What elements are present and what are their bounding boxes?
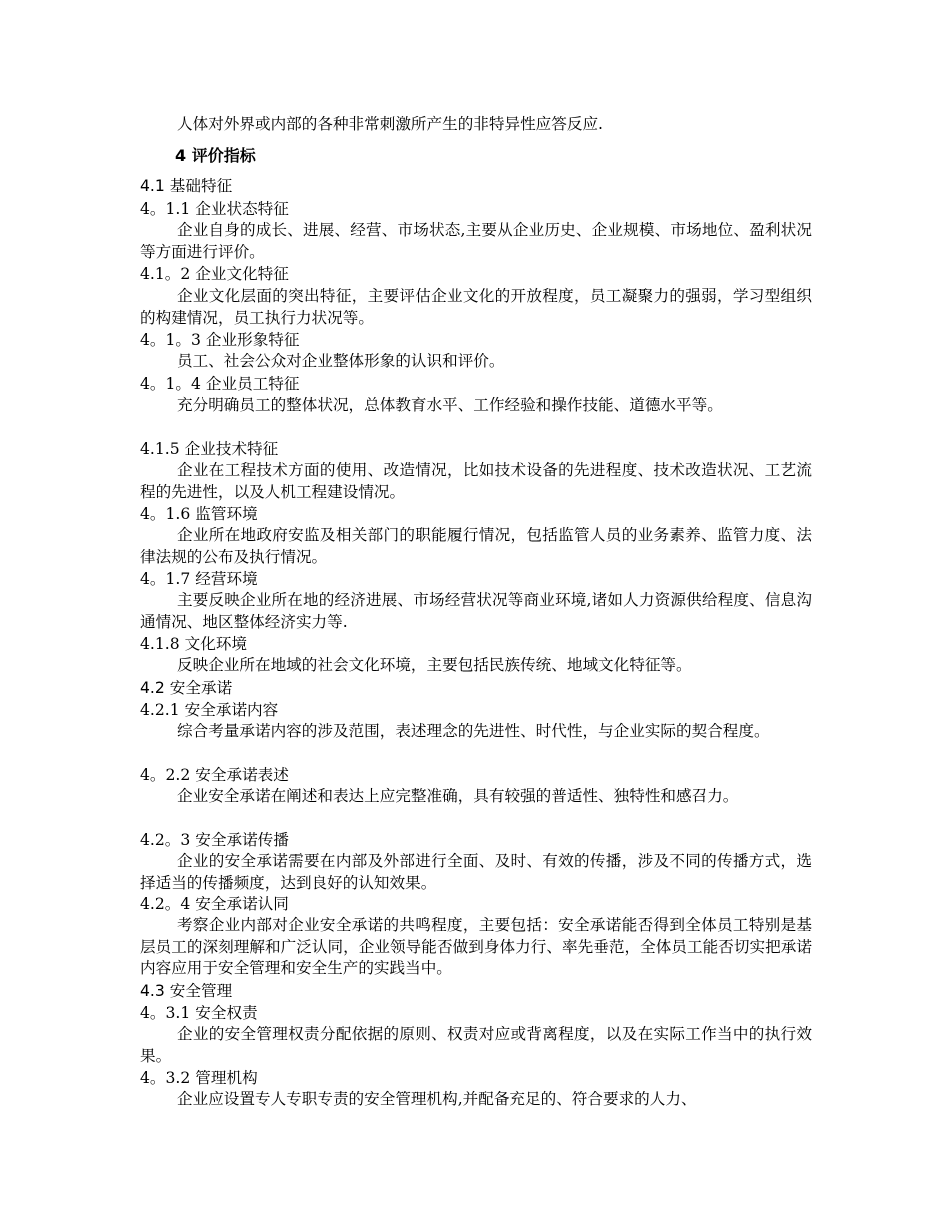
subsection-number: 4.1。2 <box>140 265 191 283</box>
subsection-body: 企业的安全管理权责分配依据的原则、权责对应或背离程度，以及在实际工作当中的执行效果。 <box>140 1025 812 1065</box>
section-number: 4.2 <box>140 679 165 697</box>
subsection-title: 安全承诺表述 <box>195 766 289 784</box>
subsection-number: 4。3.1 <box>140 1004 191 1022</box>
subsection-title: 企业文化特征 <box>195 265 289 283</box>
subsection-number: 4。1.7 <box>140 570 191 588</box>
subsection-body: 员工、社会公众对企业整体形象的认识和评价。 <box>177 352 505 370</box>
subsection-heading-4-1-4 <box>140 373 300 395</box>
section-title: 安全管理 <box>169 982 233 1000</box>
subsection-heading-4-1-6 <box>140 503 258 525</box>
subsection-body: 企业应设置专人专职专责的安全管理机构,并配备充足的、符合要求的人力、 <box>177 1090 697 1108</box>
subsection-heading-4-1-3 <box>140 329 300 351</box>
section-number: 4.1 <box>140 177 165 195</box>
subsection-number: 4。2.2 <box>140 766 191 784</box>
subsection-title: 安全权责 <box>195 1004 258 1022</box>
subsection-number: 4。1。3 <box>140 331 201 349</box>
subsection-title: 安全承诺内容 <box>184 701 279 719</box>
subsection-heading-4-1-7 <box>140 568 258 590</box>
section-title: 基础特征 <box>169 177 233 195</box>
subsection-title: 监管环境 <box>195 505 258 523</box>
subsection-body: 考察企业内部对企业安全承诺的共鸣程度，主要包括：安全承诺能否得到全体员工特别是基层员工的深刻理解和广泛认同，企业领导能否做到身体力行、率先垂范，全体员工能否切实把承诺内容应用于安全管理和安全生产的实践当中。 <box>140 916 812 977</box>
chapter-heading: 4 评价指标 <box>175 146 256 165</box>
subsection-heading-4-1-2 <box>140 263 289 285</box>
section-number: 4.3 <box>140 982 165 1000</box>
subsection-number: 4.2.1 <box>140 701 180 719</box>
subsection-title: 企业员工特征 <box>205 375 300 393</box>
subsection-heading-4-1-8 <box>140 633 247 655</box>
subsection-title: 管理机构 <box>195 1069 258 1087</box>
section-heading-4-3 <box>140 980 232 1002</box>
subsection-body: 企业文化层面的突出特征，主要评估企业文化的开放程度，员工凝聚力的强弱，学习型组织的构建情况，员工执行力状况等。 <box>140 287 812 327</box>
subsection-number: 4。1.1 <box>140 200 191 218</box>
subsection-title: 安全承诺传播 <box>195 831 289 849</box>
section-title: 安全承诺 <box>169 679 233 697</box>
subsection-heading-4-2-3 <box>140 829 289 851</box>
subsection-body: 综合考量承诺内容的涉及范围，表述理念的先进性、时代性，与企业实际的契合程度。 <box>177 722 770 740</box>
subsection-heading-4-3-2 <box>140 1067 258 1089</box>
subsection-title: 企业状态特征 <box>195 200 289 218</box>
subsection-number: 4.1.8 <box>140 635 180 653</box>
subsection-number: 4.2。4 <box>140 895 191 913</box>
subsection-heading-4-3-1 <box>140 1002 258 1024</box>
subsection-heading-4-1-5 <box>140 438 278 460</box>
section-heading-4-1 <box>140 175 232 197</box>
subsection-number: 4。1。4 <box>140 375 201 393</box>
subsection-body: 企业安全承诺在阐述和表达上应完整准确，具有较强的普适性、独特性和感召力。 <box>177 787 739 805</box>
subsection-body: 企业所在地政府安监及相关部门的职能履行情况，包括监管人员的业务素养、监管力度、法律法规的公布及执行情况。 <box>140 526 812 566</box>
subsection-heading-4-1-1 <box>140 198 289 220</box>
subsection-number: 4。3.2 <box>140 1069 191 1087</box>
subsection-number: 4.1.5 <box>140 440 180 458</box>
subsection-title: 经营环境 <box>195 570 258 588</box>
subsection-body: 反映企业所在地域的社会文化环境，主要包括民族传统、地域文化特征等。 <box>177 656 692 674</box>
subsection-body: 企业自身的成长、进展、经营、市场状态,主要从企业历史、企业规模、市场地位、盈利状况等方面进行评价。 <box>140 221 812 261</box>
subsection-title: 企业技术特征 <box>184 440 279 458</box>
intro-text: 人体对外界或内部的各种非常刺激所产生的非特异性应答反应. <box>177 115 603 133</box>
subsection-number: 4。1.6 <box>140 505 191 523</box>
subsection-heading-4-2-4 <box>140 893 289 915</box>
subsection-title: 文化环境 <box>184 635 248 653</box>
subsection-title: 安全承诺认同 <box>195 895 289 913</box>
subsection-heading-4-2-2 <box>140 764 289 786</box>
subsection-title: 企业形象特征 <box>205 331 300 349</box>
subsection-number: 4.2。3 <box>140 831 191 849</box>
subsection-body: 充分明确员工的整体状况，总体教育水平、工作经验和操作技能、道德水平等。 <box>177 396 723 414</box>
subsection-body: 主要反映企业所在地的经济进展、市场经营状况等商业环境,诸如人力资源供给程度、信息沟通情况、地区整体经济实力等. <box>140 591 812 631</box>
subsection-heading-4-2-1 <box>140 699 278 721</box>
section-heading-4-2 <box>140 677 232 699</box>
subsection-body: 企业在工程技术方面的使用、改造情况，比如技术设备的先进程度、技术改造状况、工艺流程的先进性，以及人机工程建设情况。 <box>140 461 812 501</box>
subsection-body: 企业的安全承诺需要在内部及外部进行全面、及时、有效的传播，涉及不同的传播方式，选择适当的传播频度，达到良好的认知效果。 <box>140 852 812 892</box>
